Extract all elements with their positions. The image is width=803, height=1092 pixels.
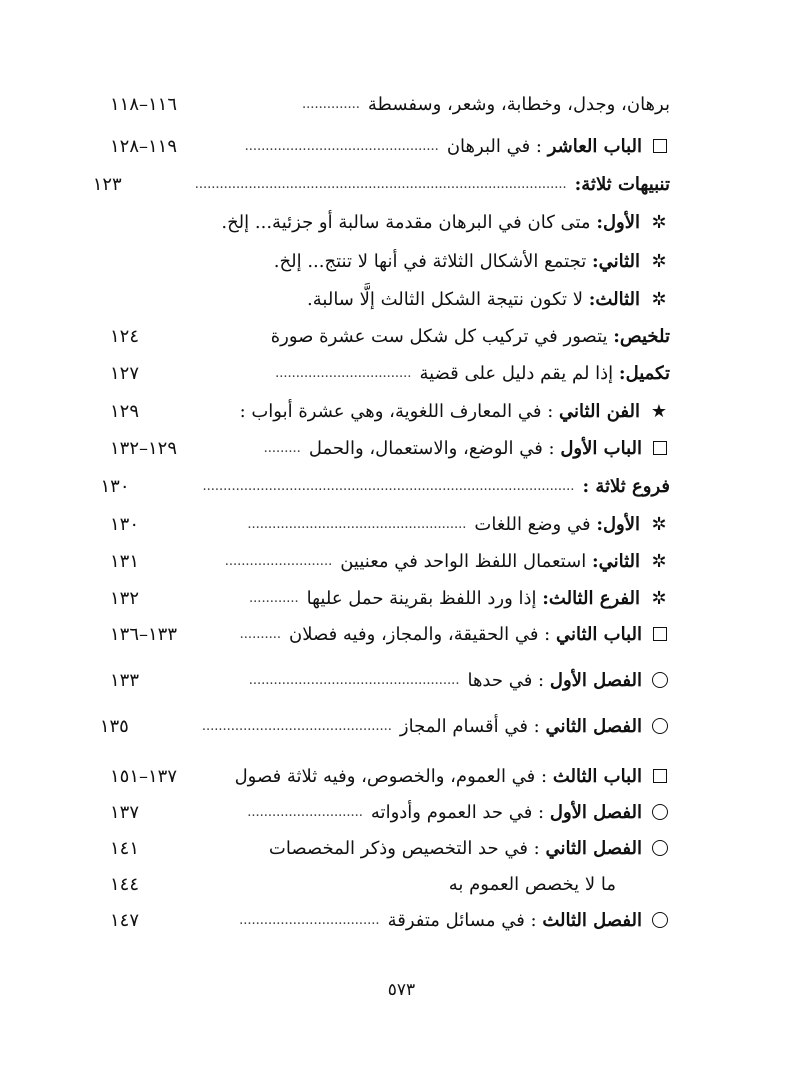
entry-label: الأول: <box>596 211 640 233</box>
entry-text: متى كان في البرهان مقدمة سالبة أو جزئية... إلخ. <box>221 211 591 233</box>
entry-label: تكميل: <box>618 362 670 384</box>
asterisk-marker-icon: ✲ <box>651 513 667 535</box>
toc-entry <box>110 129 670 163</box>
asterisk-marker-icon: ✲ <box>651 250 667 272</box>
entry-text: إذا ورد اللفظ بقرينة حمل عليها <box>306 587 537 609</box>
toc-entry <box>110 867 670 901</box>
toc-entry <box>110 356 670 390</box>
page-range: ١٢٩–١٣٢ <box>110 437 178 459</box>
entry-label: الفرع الثالث: <box>542 587 640 609</box>
page-range: ١٣٧ <box>110 801 140 823</box>
leader-dots: .......................................................................................... <box>202 478 575 494</box>
entry-text: يتصور في تركيب كل شكل ست عشرة صورة <box>270 325 608 347</box>
toc-entry <box>110 394 670 428</box>
page-number: ٥٧٣ <box>387 980 416 1000</box>
toc-entry <box>110 617 670 651</box>
toc-entry <box>110 205 670 239</box>
page-range: ١٣٠ <box>100 475 130 497</box>
asterisk-marker-icon: ✲ <box>651 288 667 310</box>
page-range: ١٣٣ <box>110 669 140 691</box>
entry-text: برهان، وجدل، وخطابة، وشعر، وسفسطة <box>367 93 670 115</box>
entry-label: الفصل الثاني <box>545 837 642 859</box>
page-range: ١٤٧ <box>110 909 140 931</box>
asterisk-marker-icon: ✲ <box>651 550 667 572</box>
entry-label: الثالث: <box>588 288 640 310</box>
toc-entry <box>110 244 670 278</box>
leader-dots: .......... <box>239 626 281 642</box>
toc-entry <box>110 795 670 829</box>
entry-text: : في أقسام المجاز <box>399 715 540 737</box>
toc-entry <box>99 709 670 743</box>
asterisk-marker-icon: ✲ <box>651 587 667 609</box>
toc-entry <box>110 903 670 937</box>
entry-label: الفصل الثالث <box>542 909 642 931</box>
toc-entry <box>110 319 670 353</box>
entry-text: : في الحقيقة، والمجاز، وفيه فصلان <box>289 623 551 645</box>
page-range: ١١٩–١٢٨ <box>110 135 178 157</box>
entry-text: : في العموم، والخصوص، وفيه ثلاثة فصول <box>234 765 548 787</box>
page-range: ١١٦–١١٨ <box>110 93 178 115</box>
square-marker-icon <box>653 441 667 455</box>
asterisk-marker-icon: ✲ <box>651 211 667 233</box>
page-range: ١٣١ <box>110 550 140 572</box>
square-marker-icon <box>653 769 667 783</box>
page-range: ١٣٢ <box>110 587 140 609</box>
leader-dots: ............................ <box>247 804 363 820</box>
leader-dots: .......................... <box>224 553 333 569</box>
entry-text: ما لا يخصص العموم به <box>448 873 616 895</box>
entry-label: تنبيهات ثلاثة: <box>574 173 670 195</box>
leader-dots: ................................. <box>275 365 412 381</box>
page-range: ١٢٣ <box>92 173 122 195</box>
entry-label: الثاني: <box>591 550 640 572</box>
toc-entry <box>110 87 670 121</box>
entry-text: استعمال اللفظ الواحد في معنيين <box>340 550 587 572</box>
entry-text: : في حدها <box>467 669 545 691</box>
page-range: ١٢٤ <box>110 325 140 347</box>
leader-dots: ................................................... <box>248 672 460 688</box>
square-marker-icon <box>653 627 667 641</box>
entry-label: تلخيص: <box>613 325 670 347</box>
page-range: ١٣٠ <box>110 513 140 535</box>
entry-text: لا تكون نتيجة الشكل الثالث إلَّا سالبة. <box>307 288 584 310</box>
entry-label: الباب الأول <box>560 437 642 459</box>
entry-text: : في حد التخصيص وذكر المخصصات <box>268 837 540 859</box>
leader-dots: ..................................................... <box>247 516 467 532</box>
page-range: ١٤١ <box>110 837 140 859</box>
entry-label: الفصل الأول <box>549 669 642 691</box>
entry-label: الباب العاشر <box>547 135 642 157</box>
entry-text: : في مسائل متفرقة <box>387 909 537 931</box>
page-range: ١٢٧ <box>110 362 140 384</box>
entry-label: فروع ثلاثة : <box>582 475 670 497</box>
entry-label: الفن الثاني <box>559 400 640 422</box>
page-range: ١٣٥ <box>99 715 129 737</box>
leader-dots: ............................................... <box>244 138 439 154</box>
leader-dots: ......... <box>263 440 301 456</box>
leader-dots: .......................................................................................... <box>194 176 567 192</box>
entry-text: : في المعارف اللغوية، وهي عشرة أبواب : <box>239 400 554 422</box>
page-range: ١٣٧–١٥١ <box>110 765 178 787</box>
entry-text: إذا لم يقم دليل على قضية <box>419 362 614 384</box>
toc-entry <box>110 431 670 465</box>
page-range: ١٤٤ <box>110 873 140 895</box>
leader-dots: .............................................. <box>201 718 392 734</box>
toc-entry <box>110 507 670 541</box>
toc-entry <box>100 469 670 503</box>
toc-entry <box>92 167 670 201</box>
toc-entry <box>110 544 670 578</box>
entry-text: : في حد العموم وأدواته <box>370 801 545 823</box>
toc-entry <box>110 282 670 316</box>
leader-dots: .................................. <box>239 912 380 928</box>
circle-marker-icon <box>652 672 668 688</box>
entry-label: الثاني: <box>591 250 640 272</box>
circle-marker-icon <box>652 912 668 928</box>
leader-dots: ............ <box>249 590 299 606</box>
toc-entry <box>110 831 670 865</box>
circle-marker-icon <box>652 840 668 856</box>
entry-text: في وضع اللغات <box>474 513 591 535</box>
star-marker-icon: ★ <box>650 400 668 422</box>
entry-label: الفصل الثاني <box>545 715 642 737</box>
entry-text: تجتمع الأشكال الثلاثة في أنها لا تنتج... إلخ. <box>273 250 587 272</box>
toc-entry <box>110 759 670 793</box>
page-range: ١٣٣–١٣٦ <box>110 623 178 645</box>
toc-entry <box>110 581 670 615</box>
leader-dots: .............. <box>302 96 360 112</box>
circle-marker-icon <box>652 804 668 820</box>
entry-label: الأول: <box>596 513 640 535</box>
entry-label: الباب الثاني <box>555 623 642 645</box>
toc-entry <box>110 663 670 697</box>
circle-marker-icon <box>652 718 668 734</box>
entry-label: الباب الثالث <box>552 765 642 787</box>
square-marker-icon <box>653 139 667 153</box>
entry-text: : في الوضع، والاستعمال، والحمل <box>308 437 555 459</box>
entry-text: : في البرهان <box>446 135 542 157</box>
entry-label: الفصل الأول <box>549 801 642 823</box>
page-range: ١٢٩ <box>110 400 140 422</box>
